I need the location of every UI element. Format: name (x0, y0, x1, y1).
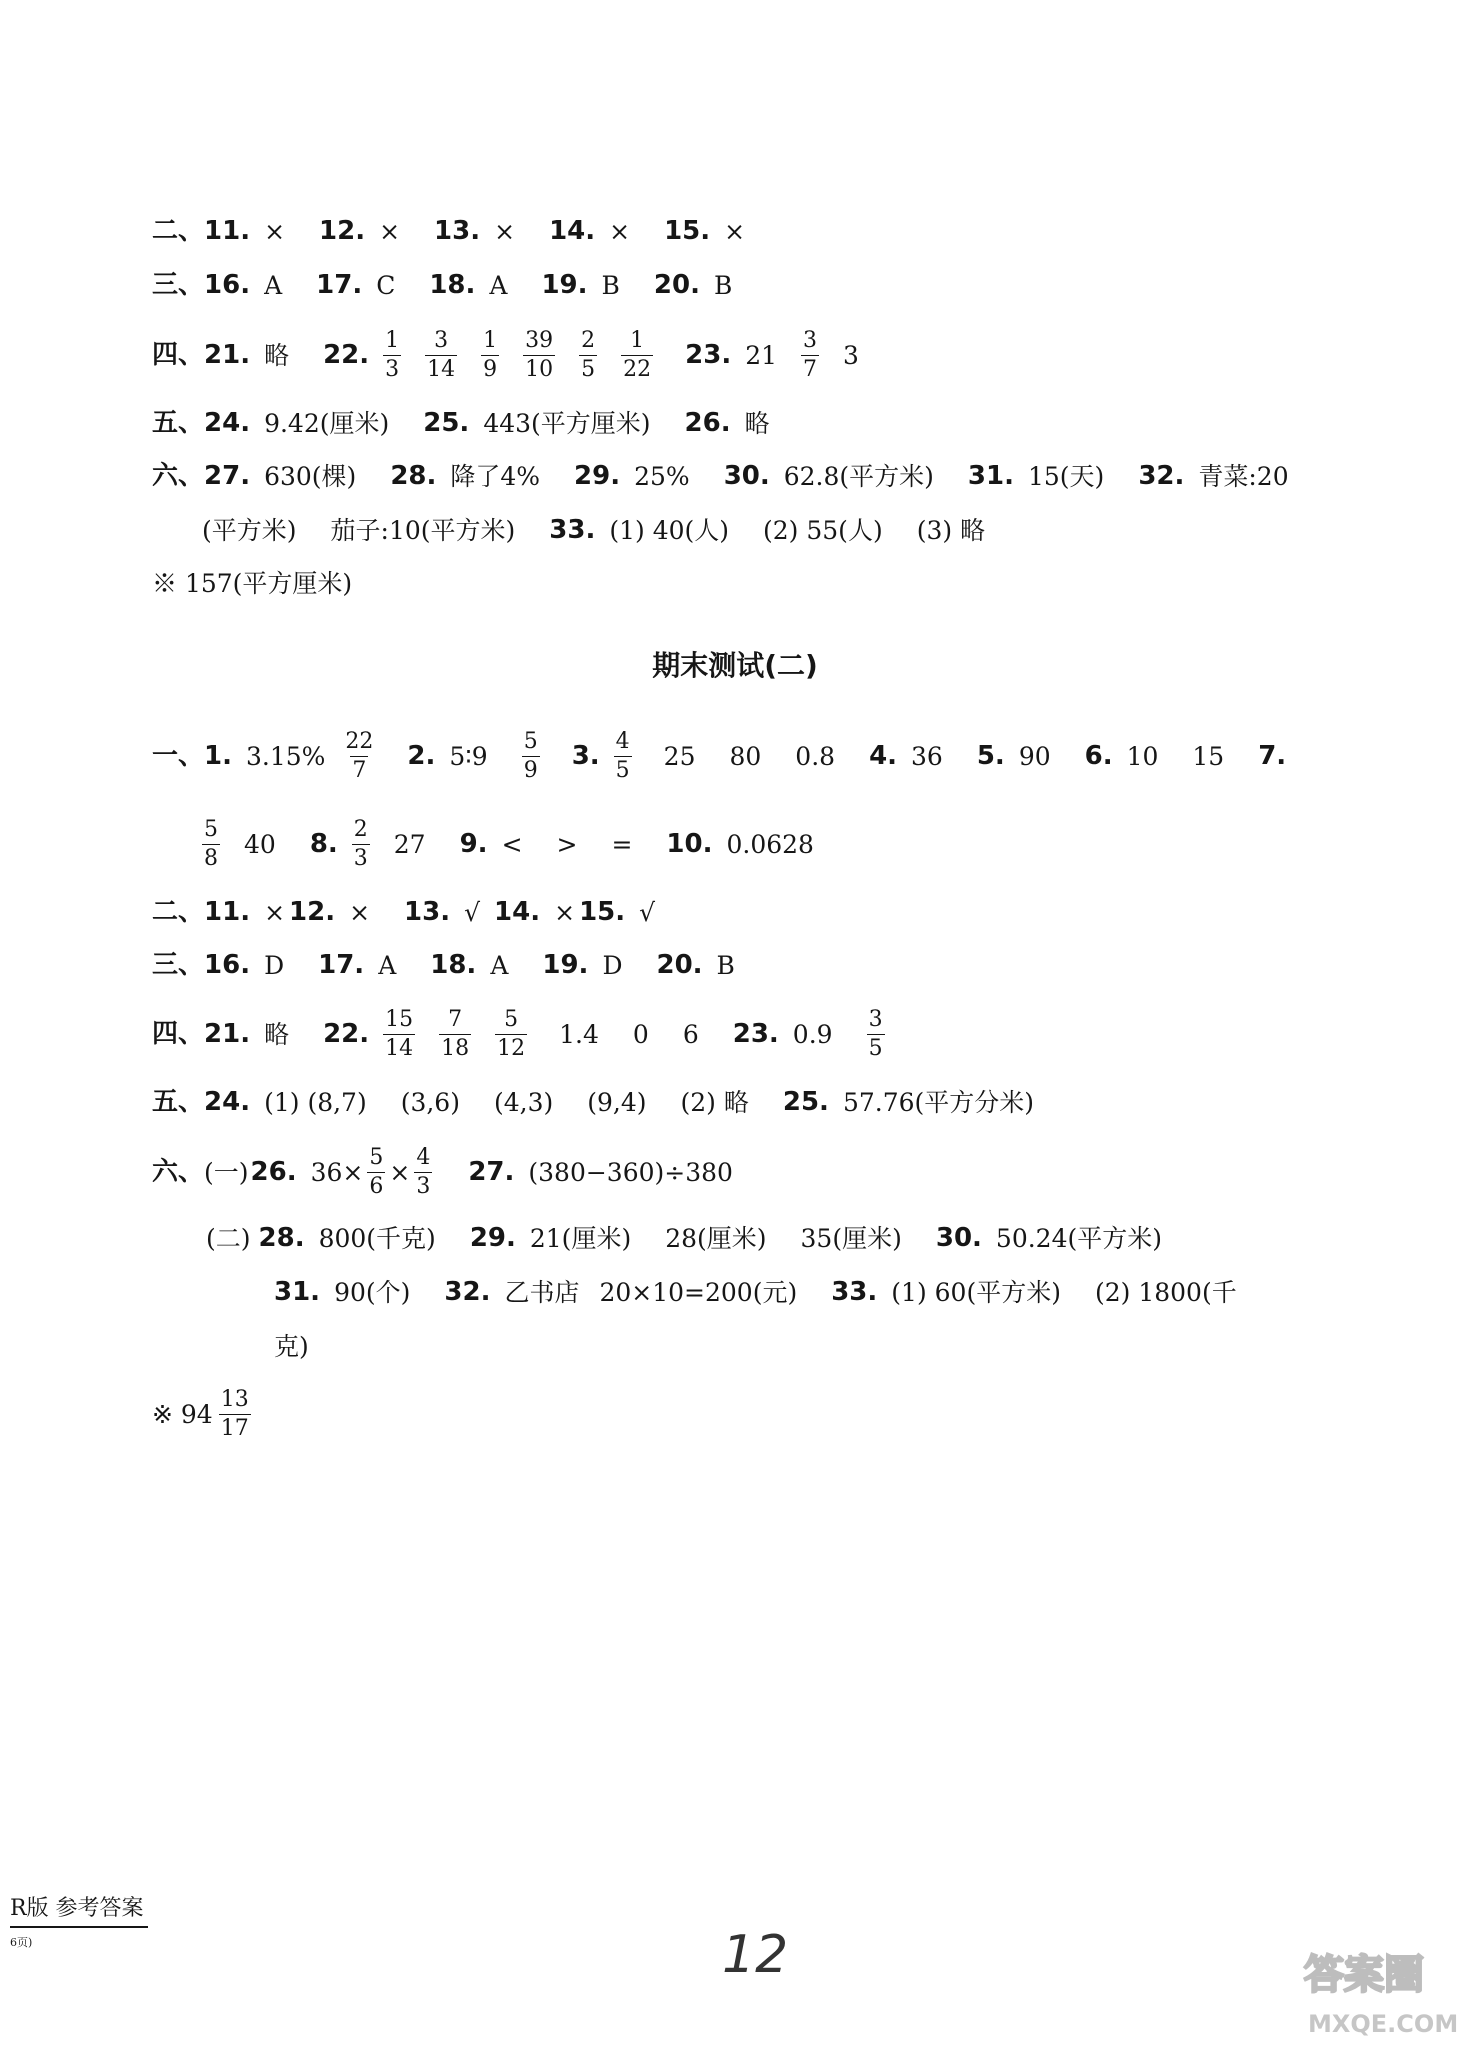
answer-line-p2-7: 六、 (一) 26. 36× $\frac{5}{6}$ × $\frac{4}{3}$ 27. (380−360)÷380 (152, 1144, 733, 1199)
fraction: $\frac{1}{22}$ (623, 327, 652, 382)
fraction: $\frac{5}{6}$ (369, 1144, 384, 1199)
svg-text:答案圈: 答案圈 (1304, 1952, 1424, 1998)
answer-line-p1-2: 二、 11. × 12. × 13. × 14. × 15. × (152, 216, 746, 246)
fraction: $\frac{13}{17}$ (220, 1386, 249, 1441)
watermark-logo (1300, 1936, 1460, 2045)
fraction: $\frac{3}{7}$ (803, 327, 818, 382)
fraction: $\frac{1}{9}$ (483, 327, 498, 382)
fraction: $\frac{2}{5}$ (581, 327, 596, 382)
section-title: 期末测试(二) (652, 649, 818, 682)
svg-text:MXQE.COM: MXQE.COM (1308, 2010, 1459, 2038)
answer-line-p2-11: ※ 94 $\frac{13}{17}$ (152, 1386, 249, 1441)
answer-line-p2-6: 五、 24. (1) (8,7) (3,6) (4,3) (9,4) (2) 略 25. 57.76(平方分米) (152, 1087, 1035, 1117)
fraction: $\frac{5}{12}$ (497, 1006, 526, 1061)
fraction: $\frac{5}{8}$ (204, 816, 218, 871)
answer-line-p1-7: (平方米) 茄子:10(平方米) 33. (1) 40(人) (2) 55(人) (3) 略 (202, 515, 986, 545)
footer-label: R版 参考答案 (10, 1891, 148, 1928)
answer-line-p2-8: (二) 28. 800(千克) 29. 21(厘米) 28(厘米) 35(厘米) 30. 50.24(平方米) (206, 1223, 1162, 1253)
answer-line-p2-2: $\frac{5}{8}$ 40 8. $\frac{2}{3}$ 27 9. < > = 10. 0.0628 (204, 816, 814, 871)
fraction: $\frac{5}{9}$ (523, 728, 538, 783)
fraction: $\frac{3}{5}$ (868, 1006, 883, 1061)
answer-line-p2-1: 一、 1. 3.15% $\frac{22}{7}$ 2. 5∶9 $\frac{5}{9}$ 3. $\frac{4}{5}$ 25 80 0.8 4. 36 5. 90 6. 10 15 7. (152, 728, 1287, 783)
fraction: $\frac{1}{3}$ (385, 327, 400, 382)
fraction: $\frac{2}{3}$ (353, 816, 368, 871)
answer-line-p1-8: ※ 157(平方厘米) (152, 568, 353, 598)
fraction: $\frac{4}{5}$ (615, 728, 630, 783)
handwritten-page-number: 12 (722, 1925, 789, 1985)
footer-page: 6页) (10, 1936, 33, 1949)
fraction: $\frac{3}{14}$ (427, 327, 456, 382)
answer-line-p2-10: 克) (274, 1331, 309, 1361)
fraction: $\frac{7}{18}$ (441, 1006, 470, 1061)
answer-line-p2-3: 二、 11. × 12. × 13. √ 14. × 15. √ (152, 897, 656, 927)
answer-line-p1-6: 六、 27. 630(棵) 28. 降了4% 29. 25% 30. 62.8(平方米) 31. 15(天) 32. 青菜:20 (152, 461, 1289, 491)
answer-line-p1-3: 三、 16. A 17. C 18. A 19. B 20. B (152, 270, 733, 300)
fraction: $\frac{15}{14}$ (385, 1006, 414, 1061)
answer-line-p2-4: 三、 16. D 17. A 18. A 19. D 20. B (152, 950, 735, 980)
answer-line-p2-9: 31. 90(个) 32. 乙书店 20×10=200(元) 33. (1) 60(平方米) (2) 1800(千 (274, 1277, 1237, 1307)
answer-line-p1-5: 五、 24. 9.42(厘米) 25. 443(平方厘米) 26. 略 (152, 408, 770, 438)
fraction: $\frac{39}{10}$ (525, 327, 554, 382)
answer-line-p2-5: 四、 21. 略 22. $\frac{15}{14}$ $\frac{7}{18}$ $\frac{5}{12}$ 1.4 0 6 23. 0.9 $\frac{3}{5}$ (152, 1006, 883, 1061)
fraction: $\frac{22}{7}$ (345, 728, 374, 783)
answer-line-p1-4: 四、 21. 略 22. $\frac{1}{3}$ $\frac{3}{14}$ $\frac{1}{9}$ $\frac{39}{10}$ $\frac{2}{5}$ $\frac{1}{22}$ 23. 21 $\frac{3}{7}$ 3 (152, 327, 859, 382)
page-footer (10, 1891, 148, 1950)
fraction: $\frac{4}{3}$ (416, 1144, 431, 1199)
